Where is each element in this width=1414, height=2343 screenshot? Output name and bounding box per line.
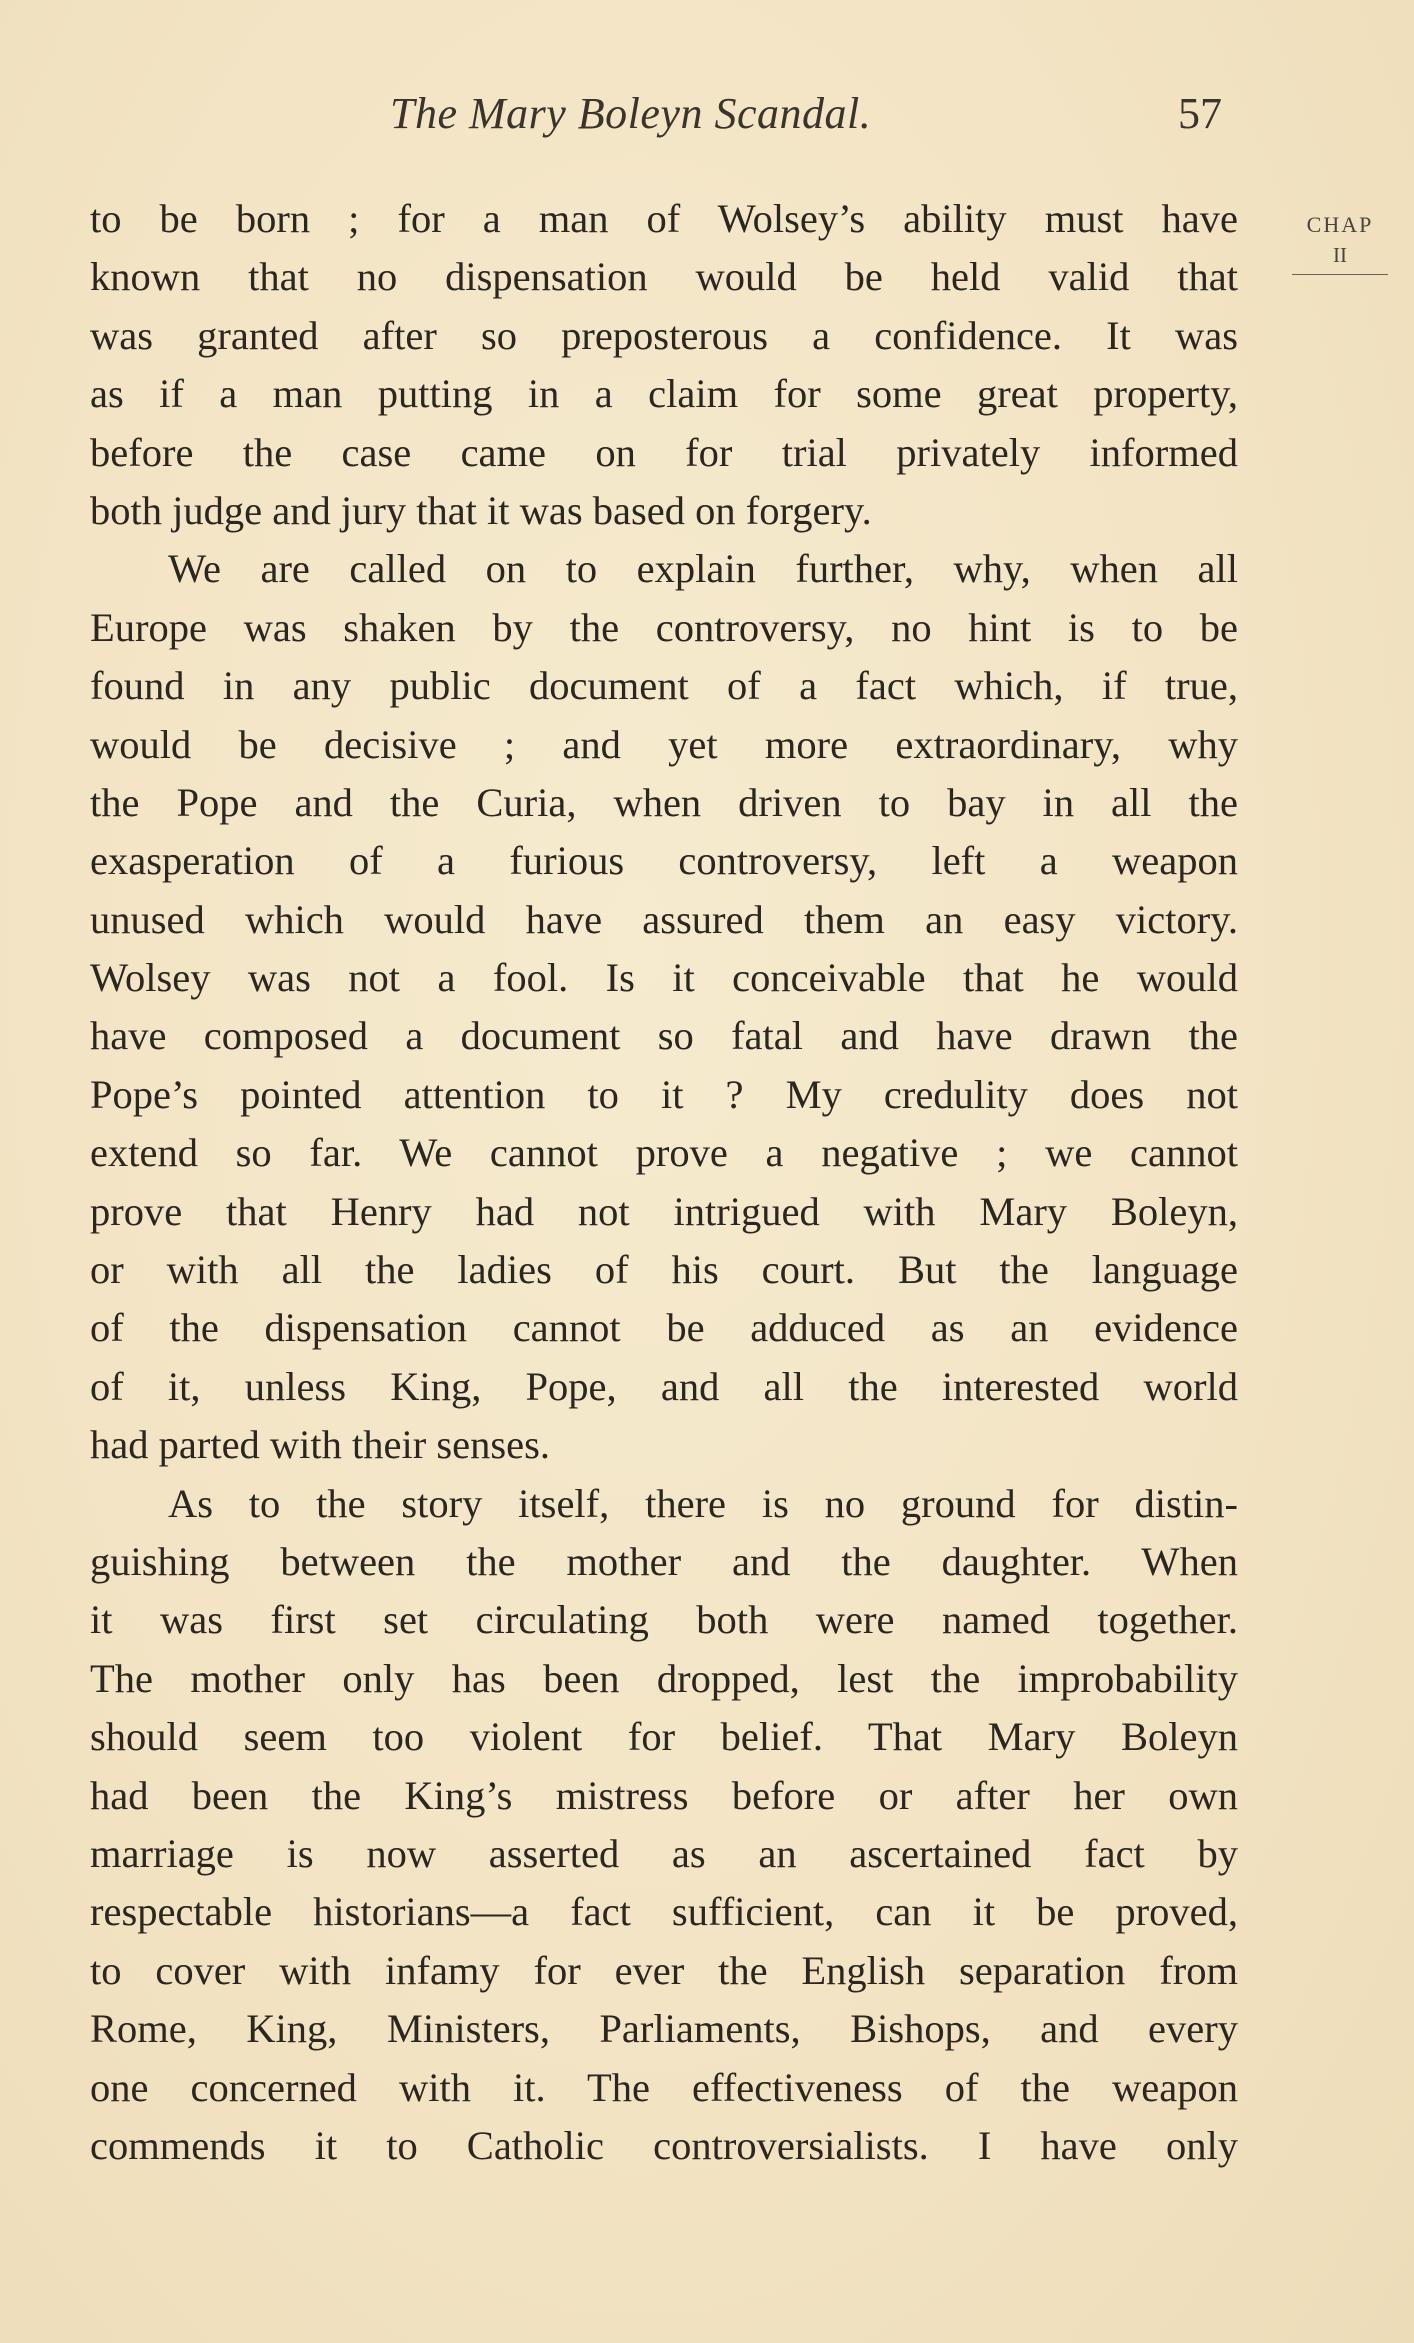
text-line: known that no dispensation would be held valid that <box>90 254 1238 300</box>
text-line: As to the story itself, there is no ground for distin- <box>168 1480 1238 1526</box>
page-number: 57 <box>1178 89 1222 138</box>
body-text <box>90 190 1238 2175</box>
chapter-margin-note <box>1292 210 1388 275</box>
running-header <box>0 88 1414 148</box>
text-line: exasperation of a furious controversy, left a weapon <box>90 838 1238 884</box>
text-line: prove that Henry had not intrigued with Mary Boleyn, <box>90 1188 1238 1234</box>
text-line: as if a man putting in a claim for some great property, <box>90 371 1238 417</box>
margin-rule <box>1292 274 1388 275</box>
text-line: to cover with infamy for ever the English separation from <box>90 1947 1238 1993</box>
text-line: had parted with their senses. <box>90 1422 550 1468</box>
chapter-label: CHAP <box>1306 212 1374 237</box>
text-line: it was first set circulating both were named together. <box>90 1597 1238 1643</box>
text-line: one concerned with it. The effectiveness of the weapon <box>90 2064 1238 2110</box>
chapter-number: II <box>1333 243 1347 267</box>
text-line: The mother only has been dropped, lest the improbability <box>90 1655 1238 1701</box>
text-line: the Pope and the Curia, when driven to bay in all the <box>90 779 1238 825</box>
text-line: or with all the ladies of his court. But the language <box>90 1247 1238 1293</box>
text-line: respectable historians—a fact sufficient, can it be proved, <box>90 1889 1238 1935</box>
text-line: have composed a document so fatal and have drawn the <box>90 1013 1238 1059</box>
text-line: Wolsey was not a fool. Is it conceivable that he would <box>90 955 1238 1001</box>
text-line: had been the King’s mistress before or after her own <box>90 1772 1238 1818</box>
text-line: commends it to Catholic controversialists. I have only <box>90 2122 1238 2168</box>
text-line: We are called on to explain further, why, when all <box>168 546 1238 592</box>
text-line: found in any public document of a fact which, if true, <box>90 663 1238 709</box>
text-line: to be born ; for a man of Wolsey’s ability must have <box>90 196 1238 241</box>
text-line: guishing between the mother and the daughter. When <box>90 1538 1238 1584</box>
text-line: both judge and jury that it was based on forgery. <box>90 487 872 533</box>
running-title: The Mary Boleyn Scandal. <box>390 89 872 138</box>
text-line: should seem too violent for belief. That Mary Boleyn <box>90 1714 1238 1760</box>
text-line: Pope’s pointed attention to it ? My credulity does not <box>90 1071 1238 1117</box>
text-line: Rome, King, Ministers, Parliaments, Bishops, and every <box>90 2006 1238 2052</box>
text-line: extend so far. We cannot prove a negative ; we cannot <box>90 1130 1238 1176</box>
text-line: unused which would have assured them an easy victory. <box>90 896 1238 942</box>
text-line: would be decisive ; and yet more extraordinary, why <box>90 721 1238 767</box>
text-line: was granted after so preposterous a confidence. It was <box>90 312 1238 358</box>
text-line: of the dispensation cannot be adduced as an evidence <box>90 1305 1238 1351</box>
text-line: Europe was shaken by the controversy, no hint is to be <box>90 604 1238 650</box>
text-line: marriage is now asserted as an ascertained fact by <box>90 1830 1238 1876</box>
text-line: of it, unless King, Pope, and all the interested world <box>90 1363 1238 1409</box>
text-line: before the case came on for trial privately informed <box>90 429 1238 475</box>
